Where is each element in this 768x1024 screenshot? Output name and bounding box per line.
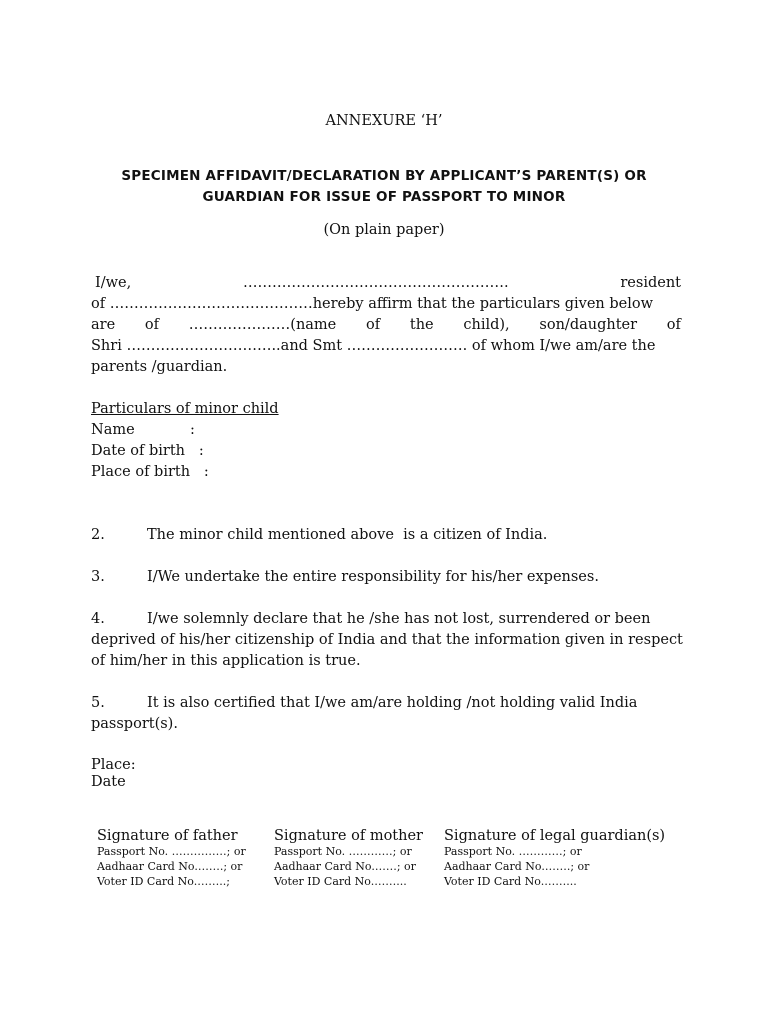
aadhaar-line: Aadhaar Card No.…….; or: [444, 860, 590, 873]
point-3: [0, 569, 768, 590]
point-text: I/We undertake the entire responsibility for his/her expenses.: [147, 569, 599, 585]
pob-field-label: Place of birth :: [91, 464, 209, 480]
title-line-2: GUARDIAN FOR ISSUE OF PASSPORT TO MINOR: [202, 189, 566, 205]
point-number: 3.: [91, 569, 105, 585]
intro-word: …………………(name: [188, 317, 337, 333]
voter-id-line: Voter ID Card No.……...: [274, 875, 407, 888]
dob-field-label: Date of birth :: [91, 443, 204, 459]
intro-word: of: [666, 317, 681, 333]
subtitle: (On plain paper): [323, 222, 445, 238]
document-title: [0, 166, 768, 208]
father-signature-block: [97, 828, 246, 889]
voter-id-line: Voter ID Card No.……...: [444, 875, 577, 888]
point-number: 4.: [91, 611, 105, 627]
point-2: [0, 527, 768, 548]
annexure-label: ANNEXURE ‘H’: [325, 113, 443, 129]
point-text: It is also certified that I/we am/are holding /not holding valid India: [147, 695, 638, 711]
point-text: deprived of his/her citizenship of India and that the information given in respect: [91, 632, 683, 648]
mother-signature-block: [274, 828, 423, 889]
intro-word: the: [409, 317, 434, 333]
point-text: I/we solemnly declare that he /she has not lost, surrendered or been: [147, 611, 651, 627]
intro-word: of: [144, 317, 160, 333]
point-text: passport(s).: [91, 716, 178, 732]
point-text: The minor child mentioned above is a citizen of India.: [147, 527, 548, 543]
intro-line-4: Shri …………………………..and Smt ……………………. of whom I/we am/are the: [91, 338, 656, 354]
particulars-heading: Particulars of minor child: [91, 401, 279, 417]
signature-title: Signature of mother: [274, 828, 423, 844]
intro-word: resident: [620, 275, 681, 291]
intro-line-1: [91, 275, 681, 296]
intro-word: son/daughter: [539, 317, 638, 333]
title-line-1: SPECIMEN AFFIDAVIT/DECLARATION BY APPLICANT’S PARENT(S) OR: [121, 168, 647, 184]
intro-line-5: parents /guardian.: [91, 359, 228, 375]
guardian-signature-block: [444, 828, 665, 889]
point-5: [0, 695, 768, 737]
intro-line-2: of ……………………………………hereby affirm that the particulars given below: [91, 296, 654, 312]
intro-word: I/we,: [95, 275, 132, 291]
intro-word: ……………………………………………….: [242, 275, 509, 291]
intro-word: are: [91, 317, 116, 333]
intro-line-3: [91, 317, 681, 338]
point-number: 5.: [91, 695, 105, 711]
signature-title: Signature of father: [97, 828, 238, 844]
point-text: of him/her in this application is true.: [91, 653, 361, 669]
passport-line: Passport No. ……………; or: [97, 845, 246, 858]
aadhaar-line: Aadhaar Card No.……; or: [274, 860, 416, 873]
aadhaar-line: Aadhaar Card No.…….; or: [97, 860, 243, 873]
passport-line: Passport No. …………; or: [444, 845, 582, 858]
point-number: 2.: [91, 527, 105, 543]
voter-id-line: Voter ID Card No.……..;: [97, 875, 230, 888]
passport-line: Passport No. …………; or: [274, 845, 412, 858]
signature-title: Signature of legal guardian(s): [444, 828, 666, 844]
place-label: Place:: [91, 757, 136, 773]
intro-word: child),: [463, 317, 510, 333]
point-4: [0, 611, 768, 674]
date-label: Date: [91, 774, 126, 790]
intro-word: of: [366, 317, 381, 333]
name-field-label: Name :: [91, 422, 195, 438]
